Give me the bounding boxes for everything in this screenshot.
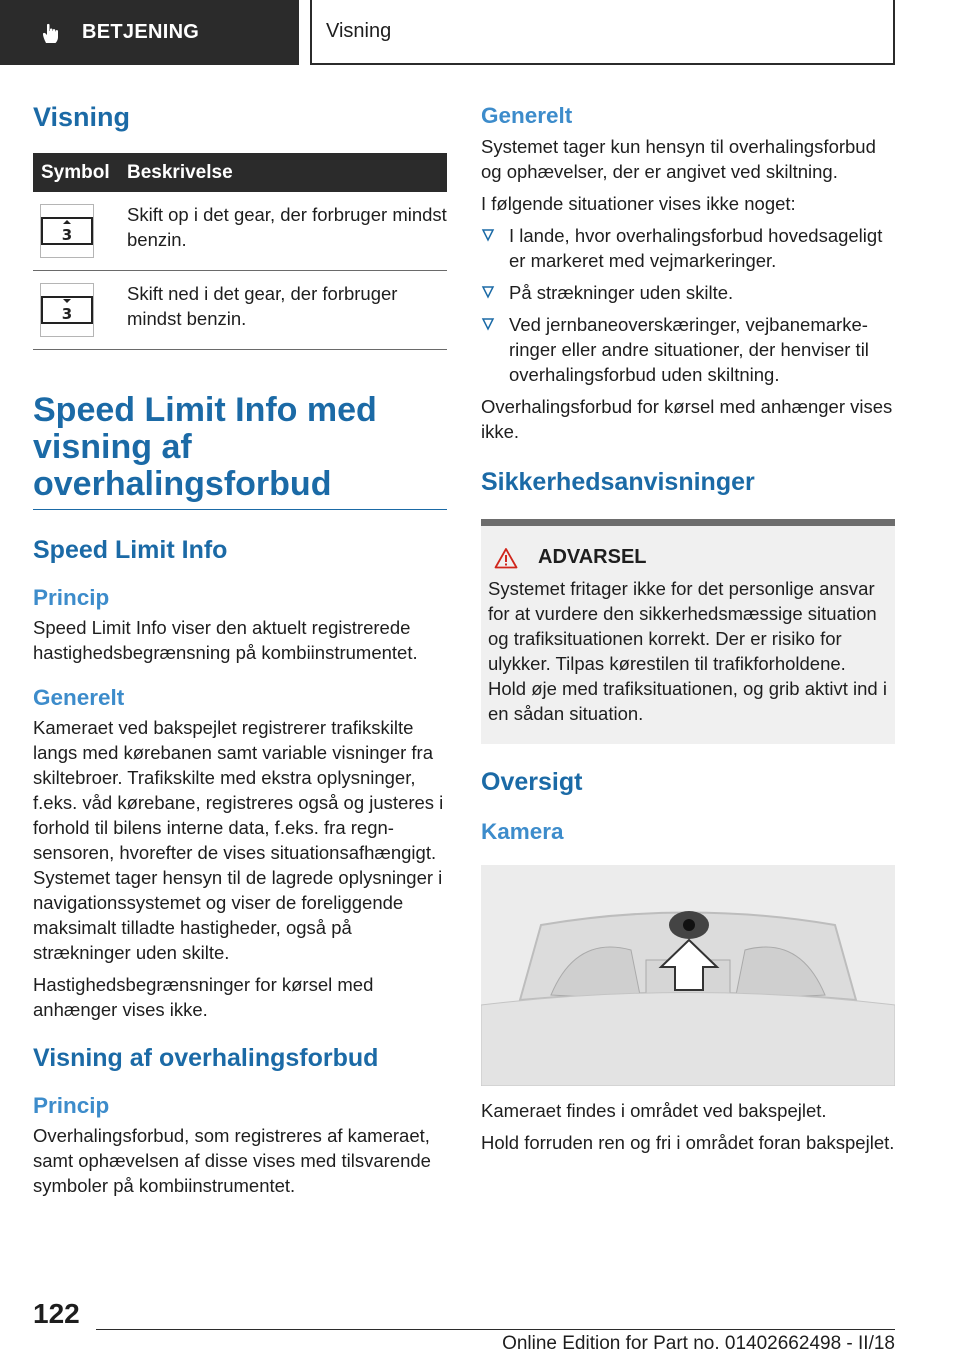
generelt-text-2: Systemet tager kun hensyn til overhalingsforbud og ophævelser, der er angivet ved skiltning.: [481, 136, 876, 182]
triangle-bullet-icon: [481, 317, 495, 331]
princip-heading: Princip: [33, 585, 110, 610]
section-tab[interactable]: [0, 0, 299, 65]
warning-text: Systemet fritager ikke for det personlige ansvar for at vurdere den sikkerhedsmæssige situation og trafiksituationen korrekt. Der er risiko for ulykker. Tilpas kørestilen til trafikforholdene.: [488, 578, 877, 674]
princip-text: Speed Limit Info viser den aktuelt registrerede hastighedsbegrænsning på kombiinstrumentet.: [33, 617, 418, 663]
warning-box: [481, 519, 895, 744]
svg-text:3: 3: [61, 226, 73, 244]
visning-heading: Visning: [33, 102, 131, 132]
triangle-bullet-icon: [481, 285, 495, 299]
camera-location-image: [481, 865, 895, 1086]
page-header-title: Visning: [310, 0, 895, 65]
list-item: På strækninger uden skilte.: [481, 280, 895, 305]
table-row: [33, 192, 447, 271]
section-tab-label: BETJENING: [82, 21, 200, 43]
main-heading: Speed Limit Info med visning af overhalingsforbud: [33, 392, 447, 510]
warning-triangle-icon: [494, 547, 518, 569]
table-cell-desc: Skift op i det gear, der forbruger mindst benzin.: [127, 192, 447, 271]
footer-divider: [96, 1329, 895, 1330]
list-item: Ved jernbaneoverskæringer, vejbanemarkeringer eller andre situationer, der henviser til overhalingsforbud uden skiltning.: [481, 312, 895, 387]
situation-list: [481, 223, 895, 387]
trailer-overtaking-text: Overhalingsforbud for kørsel med anhænger vises ikke.: [481, 396, 893, 442]
princip-text-2: Overhalingsforbud, som registreres af kameraet, samt ophævelsen af disse vises med tilsvarende symboler på kombiinstrumentet.: [33, 1125, 431, 1196]
camera-caption-2: Hold forruden ren og fri i området foran bakspejlet.: [481, 1132, 895, 1153]
list-intro: I følgende situationer vises ikke noget:: [481, 193, 796, 214]
camera-caption: Kameraet findes i området ved bakspejlet.: [481, 1100, 827, 1121]
princip-heading-2: Princip: [33, 1093, 110, 1118]
warning-text-2: Hold øje med trafiksituationen, og grib aktivt ind i en sådan situation.: [488, 678, 887, 724]
generelt-text: Kameraet ved bakspejlet registrerer trafikskilte langs med kørebanen samt variable visninger fra skiltebroer. Trafikskilte med ekstra oplysninger, f.eks. våd kørebane, registreres også og justeres i forhold til bilens interne data, f.eks. fra regnsensoren, hvorefter de vises situationsafhængigt. Systemet tager hensyn til de lagrede oplysninger i navigationssystemet og viser de foreliggende maksimalt tilladte hastigheder, også på strækninger uden skilte.: [33, 717, 444, 963]
overhaling-heading: Visning af overhalingsforbud: [33, 1044, 379, 1072]
gear-up-3-icon: [40, 204, 94, 258]
safety-heading: Sikkerhedsanvisninger: [481, 468, 755, 496]
warning-title: ADVARSEL: [538, 546, 647, 568]
right-column: [481, 100, 895, 1155]
generelt-heading: Generelt: [33, 685, 125, 710]
gear-down-3-icon: [40, 283, 94, 337]
trailer-speed-text: Hastighedsbegrænsninger for kørsel med anhænger vises ikke.: [33, 974, 374, 1020]
svg-text:3: 3: [61, 305, 73, 323]
oversigt-heading: Oversigt: [481, 768, 583, 796]
left-column: [33, 100, 447, 1198]
edition-text: Online Edition for Part no. 01402662498 - II/18: [502, 1333, 895, 1354]
page-number: 122: [33, 1298, 80, 1329]
symbol-table: [33, 153, 447, 350]
col-symbol: Symbol: [33, 153, 127, 192]
generelt-heading-2: Generelt: [481, 103, 573, 128]
col-description: Beskrivelse: [127, 153, 447, 192]
table-cell-desc: Skift ned i det gear, der forbruger mindst benzin.: [127, 271, 447, 350]
triangle-bullet-icon: [481, 228, 495, 242]
sli-heading: Speed Limit Info: [33, 536, 228, 564]
table-row: [33, 271, 447, 350]
kamera-heading: Kamera: [481, 819, 564, 844]
list-item: I lande, hvor overhalingsforbud hovedsageligt er markeret med vejmarkeringer.: [481, 223, 895, 273]
hand-pointer-icon: [40, 21, 64, 45]
